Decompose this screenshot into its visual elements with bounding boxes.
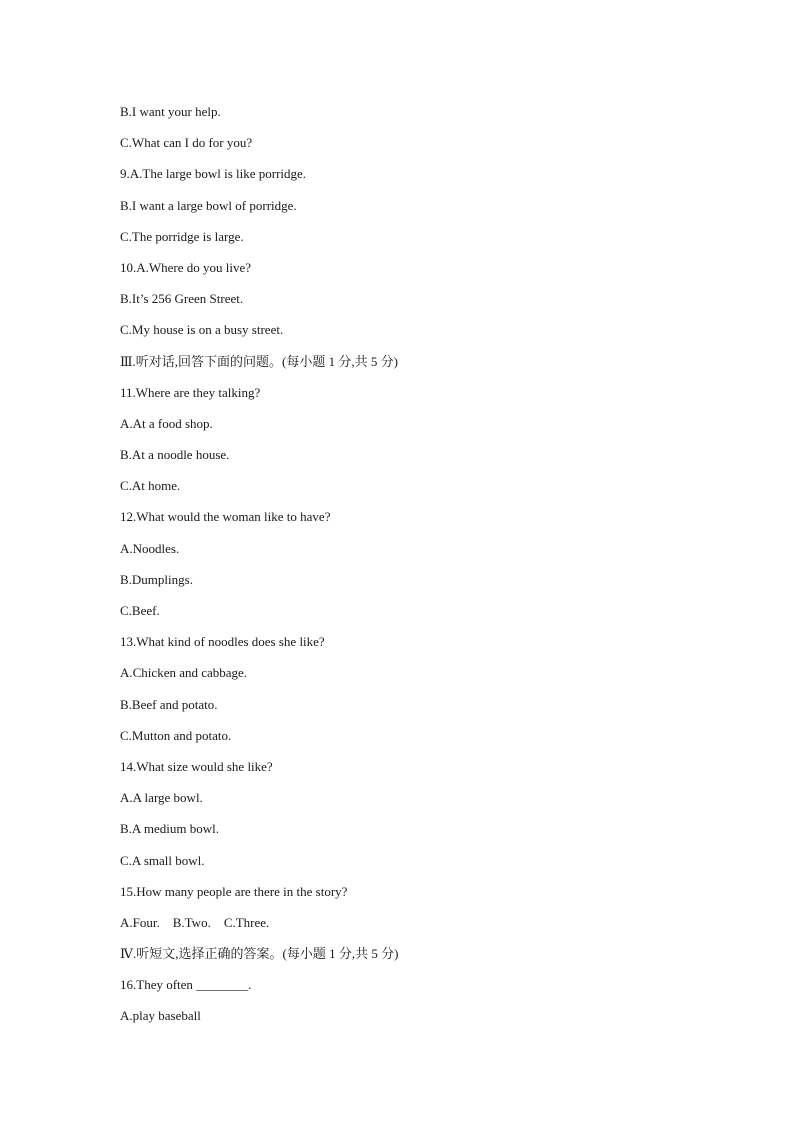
question-line: 11.Where are they talking?: [120, 384, 261, 400]
option-line: A.A large bowl.: [120, 790, 203, 806]
section-heading: Ⅲ.听对话,回答下面的问题。(每小题 1 分,共 5 分): [120, 353, 398, 369]
option-line: C.The porridge is large.: [120, 228, 244, 244]
option-line: B.Dumplings.: [120, 571, 193, 587]
option-line: B.Beef and potato.: [120, 696, 218, 712]
question-line: 10.A.Where do you live?: [120, 259, 252, 275]
option-line: C.A small bowl.: [120, 852, 205, 868]
option-line: B.It’s 256 Green Street.: [120, 291, 244, 307]
option-line: C.Mutton and potato.: [120, 727, 232, 743]
section-heading: Ⅳ.听短文,选择正确的答案。(每小题 1 分,共 5 分): [120, 946, 399, 962]
option-line: A.Noodles.: [120, 540, 180, 556]
question-line: 12.What would the woman like to have?: [120, 509, 331, 525]
question-line: 16.They often ________.: [120, 977, 252, 993]
option-line: B.I want your help.: [120, 104, 221, 119]
option-line: C.At home.: [120, 478, 181, 494]
option-line: A.At a food shop.: [120, 415, 213, 431]
option-line: C.Beef.: [120, 603, 160, 618]
question-line: 9.A.The large bowl is like porridge.: [120, 166, 307, 182]
question-line: 13.What kind of noodles does she like?: [120, 634, 325, 650]
document-page: [120, 102, 740, 1038]
option-line: B.At a noodle house.: [120, 447, 230, 463]
question-line: 14.What size would she like?: [120, 758, 273, 774]
option-line: C.My house is on a busy street.: [120, 322, 284, 338]
option-line: B.I want a large bowl of porridge.: [120, 197, 297, 213]
option-line: A.Chicken and cabbage.: [120, 665, 248, 681]
option-line: A.Four. B.Two. C.Three.: [120, 914, 270, 930]
option-line: B.A medium bowl.: [120, 821, 219, 837]
option-line: A.play baseball: [120, 1008, 201, 1024]
option-line: C.What can I do for you?: [120, 135, 253, 151]
question-line: 15.How many people are there in the story?: [120, 883, 348, 899]
